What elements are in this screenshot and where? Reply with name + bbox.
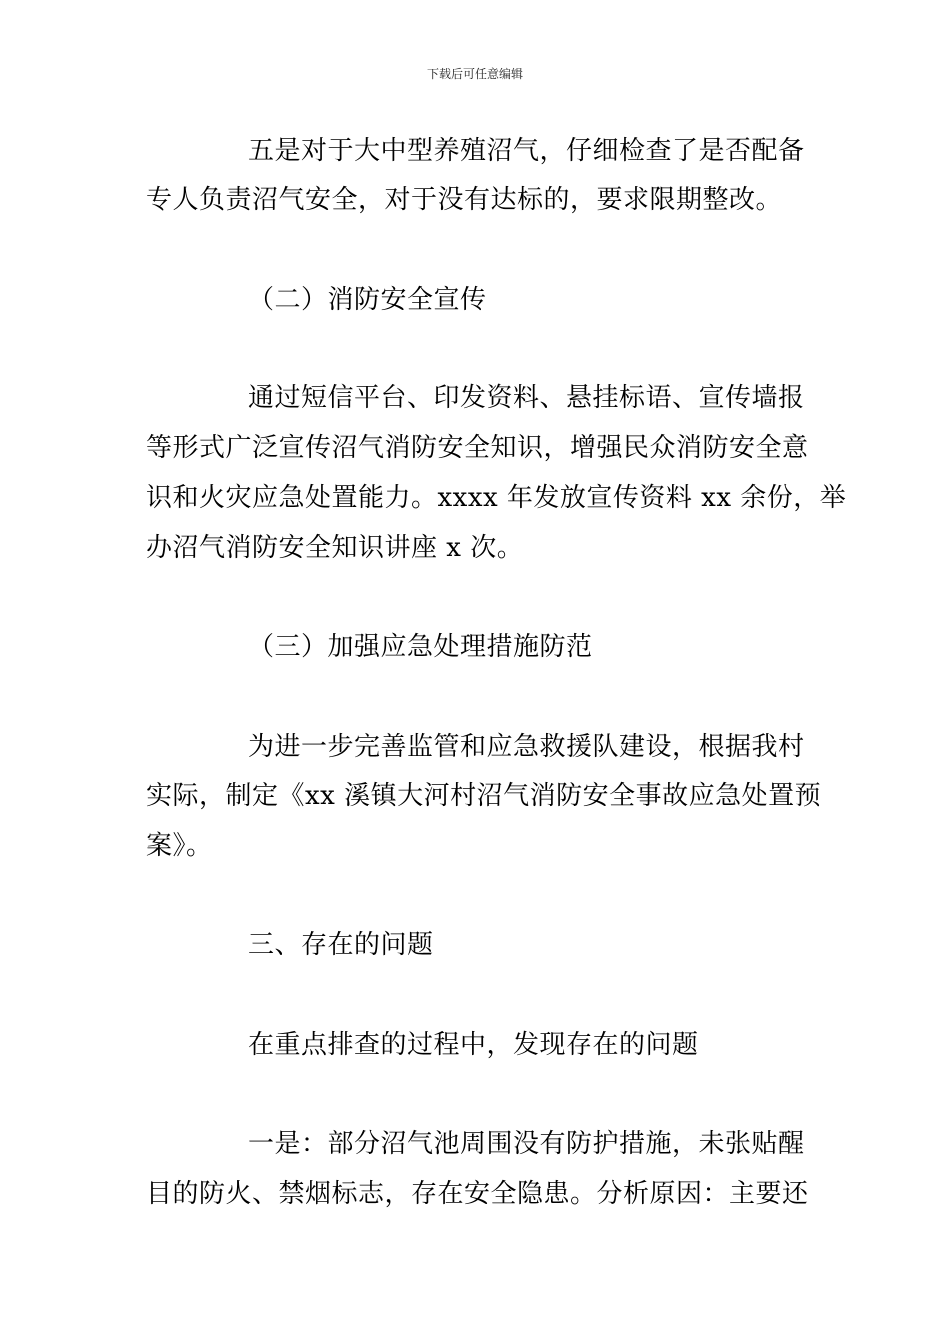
paragraph-line: 五是对于大中型养殖沼气，仔细检查了是否配备 [248,136,805,166]
section-heading: （二）消防安全宣传 [248,285,487,315]
paragraph-line: 通过短信平台、印发资料、悬挂标语、宣传墙报 [248,383,805,413]
paragraph-line: 识和火灾应急处置能力。xxxx 年发放宣传资料 xx 余份，举 [146,483,847,513]
paragraph-line: 在重点排查的过程中，发现存在的问题 [248,1030,699,1060]
section-heading: （三）加强应急处理措施防范 [248,632,593,662]
paragraph-line: 一是：部分沼气池周围没有防护措施，未张贴醒 [248,1129,805,1159]
paragraph-line: 等形式广泛宣传沼气消防安全知识，增强民众消防安全意 [146,433,809,463]
paragraph-line: 实际，制定《xx 溪镇大河村沼气消防安全事故应急处置预 [146,781,822,811]
paragraph-line: 办沼气消防安全知识讲座 x 次。 [146,533,524,563]
page-header: 下载后可任意编辑 [426,67,523,81]
paragraph-line: 为进一步完善监管和应急救援队建设，根据我村 [248,732,805,762]
paragraph-line: 案》。 [146,831,213,861]
paragraph-line: 专人负责沼气安全，对于没有达标的，要求限期整改。 [146,185,783,215]
section-heading: 三、存在的问题 [248,930,434,960]
paragraph-line: 目的防火、禁烟标志，存在安全隐患。分析原因：主要还 [146,1179,809,1209]
